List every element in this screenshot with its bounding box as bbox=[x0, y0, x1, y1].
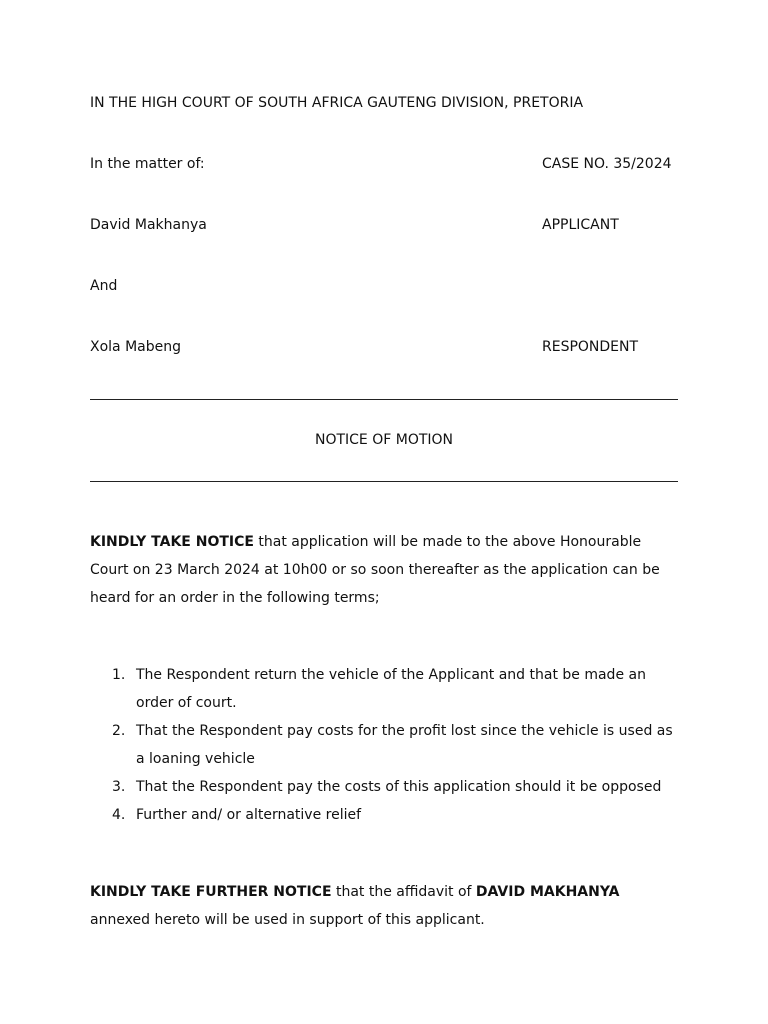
list-item bbox=[90, 801, 680, 829]
list-item-text: The Respondent return the vehicle of the Applicant and that be made an order of court. bbox=[136, 667, 646, 711]
court-heading: IN THE HIGH COURT OF SOUTH AFRICA GAUTENG DIVISION, PRETORIA bbox=[90, 95, 584, 111]
intro-paragraph bbox=[90, 528, 680, 612]
divider-top bbox=[90, 399, 678, 400]
applicant-role: APPLICANT bbox=[542, 217, 619, 233]
orders-list bbox=[90, 661, 680, 829]
intro-text: that application will be made to the above Honourable Court on 23 March 2024 at 10h00 or so soon thereafter as the application can be heard for an order in the following terms; bbox=[90, 534, 660, 606]
list-item-text: That the Respondent pay the costs of this application should it be opposed bbox=[136, 779, 662, 795]
further-notice-name: DAVID MAKHANYA bbox=[475, 884, 620, 900]
list-item-number: 2. bbox=[112, 723, 126, 739]
matter-label: In the matter of: bbox=[90, 156, 205, 172]
applicant-name: David Makhanya bbox=[90, 217, 207, 233]
list-item-number: 3. bbox=[112, 779, 126, 795]
respondent-role: RESPONDENT bbox=[542, 339, 639, 355]
intro-lead: KINDLY TAKE NOTICE bbox=[90, 534, 254, 550]
further-notice-paragraph bbox=[90, 878, 680, 934]
further-notice-text-1: that the affidavit of bbox=[331, 884, 476, 900]
list-item-text: Further and/ or alternative relief bbox=[136, 807, 362, 823]
case-number: CASE NO. 35/2024 bbox=[542, 156, 672, 172]
list-item-number: 1. bbox=[112, 667, 126, 683]
further-notice-lead: KINDLY TAKE FURTHER NOTICE bbox=[90, 884, 332, 900]
divider-bottom bbox=[90, 481, 678, 482]
further-notice-text-2: annexed hereto will be used in support of this applicant. bbox=[90, 912, 485, 928]
list-item bbox=[90, 717, 680, 773]
list-item bbox=[90, 773, 680, 801]
respondent-name: Xola Mabeng bbox=[90, 339, 181, 355]
notice-title: NOTICE OF MOTION bbox=[314, 432, 454, 448]
list-item-number: 4. bbox=[112, 807, 126, 823]
party-conjunction: And bbox=[90, 278, 118, 294]
list-item-text: That the Respondent pay costs for the profit lost since the vehicle is used as a loaning vehicle bbox=[136, 723, 673, 767]
list-item bbox=[90, 661, 680, 717]
